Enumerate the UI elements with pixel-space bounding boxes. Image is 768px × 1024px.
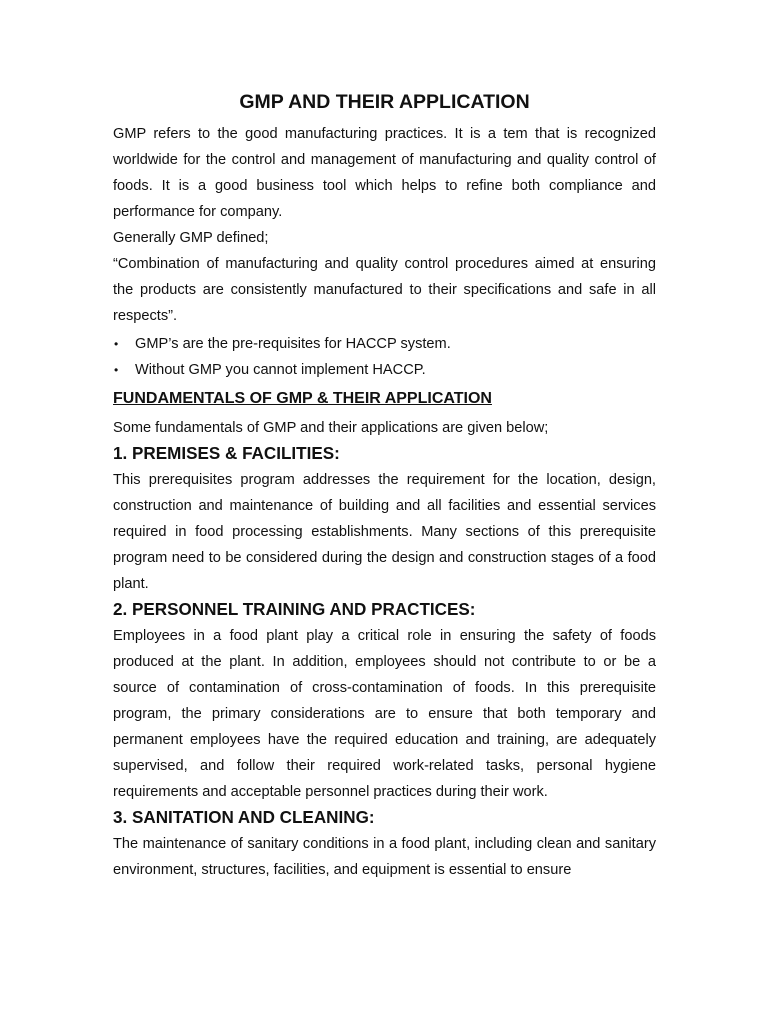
intro-paragraph: GMP refers to the good manufacturing practices. It is a tem that is recognized worldwide for the control and management of manufacturing and quality control of foods. It is a good business tool which helps to refine both compliance and performance for company.	[113, 126, 656, 220]
section-body: The maintenance of sanitary conditions in a food plant, including clean and sanitary environment, structures, facilities, and equipment is essential to ensure	[113, 836, 656, 878]
section-premises	[113, 441, 656, 597]
intro-bullet-list	[113, 331, 656, 383]
document-page	[113, 86, 656, 883]
bullet-text: GMP’s are the pre-requisites for HACCP system.	[135, 336, 451, 352]
document-title: GMP AND THEIR APPLICATION	[239, 91, 530, 113]
defined-line: Generally GMP defined;	[113, 230, 269, 246]
section-sanitation	[113, 805, 656, 883]
bullet-icon: •	[114, 363, 119, 377]
bullet-icon: •	[114, 337, 119, 351]
section-heading: 1. PREMISES & FACILITIES:	[113, 444, 340, 463]
definition-quote: “Combination of manufacturing and quality control procedures aimed at ensuring the products are consistently manufactured to their specifications and safe in all respects”.	[113, 256, 656, 324]
list-item	[113, 357, 656, 383]
section-heading: 3. SANITATION AND CLEANING:	[113, 808, 375, 827]
bullet-text: Without GMP you cannot implement HACCP.	[135, 362, 426, 378]
section-body: This prerequisites program addresses the requirement for the location, design, construction and maintenance of building and all facilities and essential services required in food processing establishments. Many sections of this prerequisite program need to be considered during the design and construction stages of a food plant.	[113, 472, 656, 592]
fundamentals-lead: Some fundamentals of GMP and their applications are given below;	[113, 420, 549, 436]
fundamentals-heading: FUNDAMENTALS OF GMP & THEIR APPLICATION	[113, 390, 492, 407]
list-item	[113, 331, 656, 357]
section-heading: 2. PERSONNEL TRAINING AND PRACTICES:	[113, 600, 476, 619]
section-body: Employees in a food plant play a critical role in ensuring the safety of foods produced at the plant. In addition, employees should not contribute to or be a source of contamination of cross-contamination of foods. In this prerequisite program, the primary considerations are to ensure that both temporary and permanent employees have the required education and training, are adequately supervised, and follow their required work-related tasks, personal hygiene requirements and acceptable personnel practices during their work.	[113, 628, 656, 800]
section-personnel	[113, 597, 656, 805]
